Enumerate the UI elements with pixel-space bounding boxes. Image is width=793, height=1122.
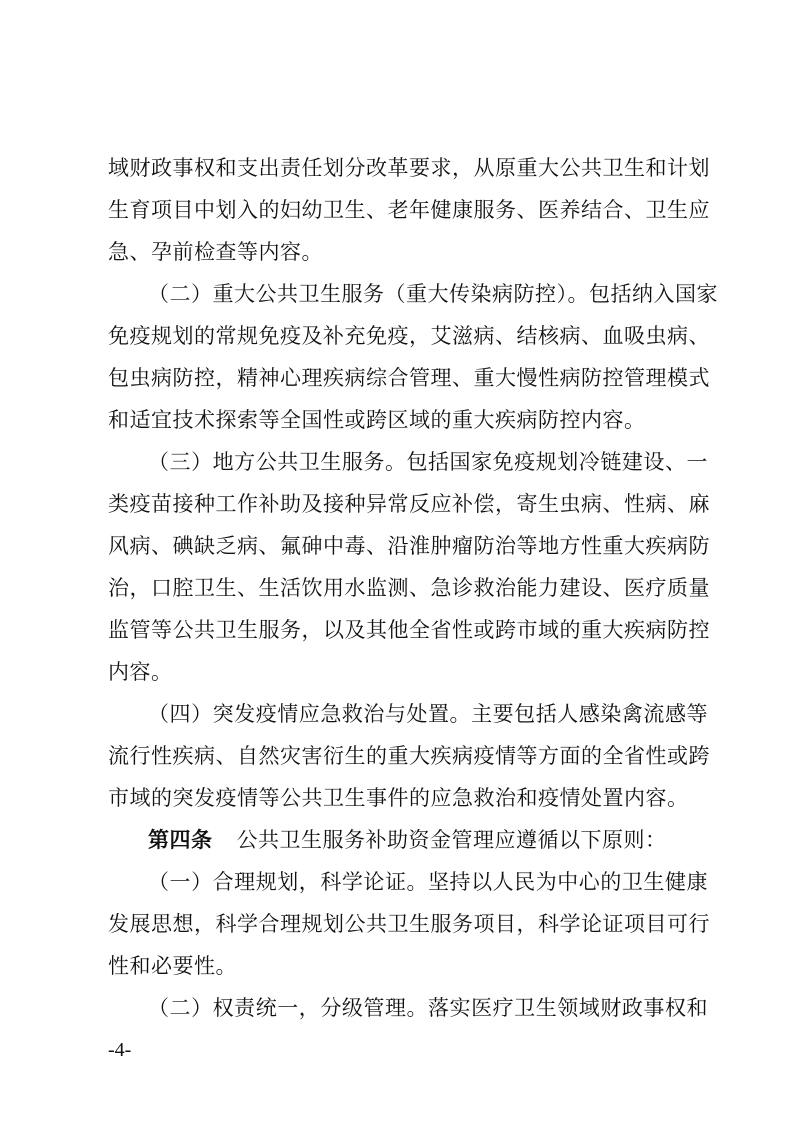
- article-text: 公共卫生服务补助资金管理应遵循以下原则：: [236, 828, 667, 852]
- text-line: 生育项目中划入的妇幼卫生、老年健康服务、医养结合、卫生应: [108, 198, 710, 222]
- paragraph-start-line: （三）地方公共卫生服务。包括国家免疫规划冷链建设、一: [148, 450, 708, 474]
- text-line: 发展思想，科学合理规划公共卫生服务项目，科学论证项目可行: [108, 912, 710, 936]
- text-line: 和适宜技术探索等全国性或跨区域的重大疾病防控内容。: [108, 408, 646, 432]
- paragraph-start-line: （四）突发疫情应急救治与处置。主要包括人感染禽流感等: [148, 702, 708, 726]
- text-line: 域财政事权和支出责任划分改革要求，从原重大公共卫生和计划: [108, 156, 710, 180]
- text-line: 流行性疾病、自然灾害衍生的重大疾病疫情等方面的全省性或跨: [108, 744, 710, 768]
- text-line: 风病、碘缺乏病、氟砷中毒、沿淮肿瘤防治等地方性重大疾病防: [108, 534, 710, 558]
- text-line: 类疫苗接种工作补助及接种异常反应补偿，寄生虫病、性病、麻: [108, 492, 710, 516]
- text-line: 监管等公共卫生服务，以及其他全省性或跨市域的重大疾病防控: [108, 618, 710, 642]
- page-number: -4-: [108, 1039, 132, 1061]
- article-heading: 第四条: [148, 827, 213, 852]
- paragraph-start-line: （二）重大公共卫生服务（重大传染病防控）。包括纳入国家: [148, 282, 718, 306]
- paragraph-start-line: （一）合理规划，科学论证。坚持以人民为中心的卫生健康: [148, 870, 708, 894]
- text-line: 免疫规划的常规免疫及补充免疫，艾滋病、结核病、血吸虫病、: [108, 324, 710, 348]
- article-line: [148, 825, 708, 855]
- text-line: 包虫病防控，精神心理疾病综合管理、重大慢性病防控管理模式: [108, 366, 710, 390]
- text-line: 内容。: [108, 660, 173, 684]
- text-line: 急、孕前检查等内容。: [108, 240, 323, 264]
- text-line: 治，口腔卫生、生活饮用水监测、急诊救治能力建设、医疗质量: [108, 576, 710, 600]
- text-line: 市域的突发疫情等公共卫生事件的应急救治和疫情处置内容。: [108, 786, 689, 810]
- paragraph-start-line: （二）权责统一，分级管理。落实医疗卫生领域财政事权和: [148, 996, 708, 1020]
- text-line: 性和必要性。: [108, 954, 237, 978]
